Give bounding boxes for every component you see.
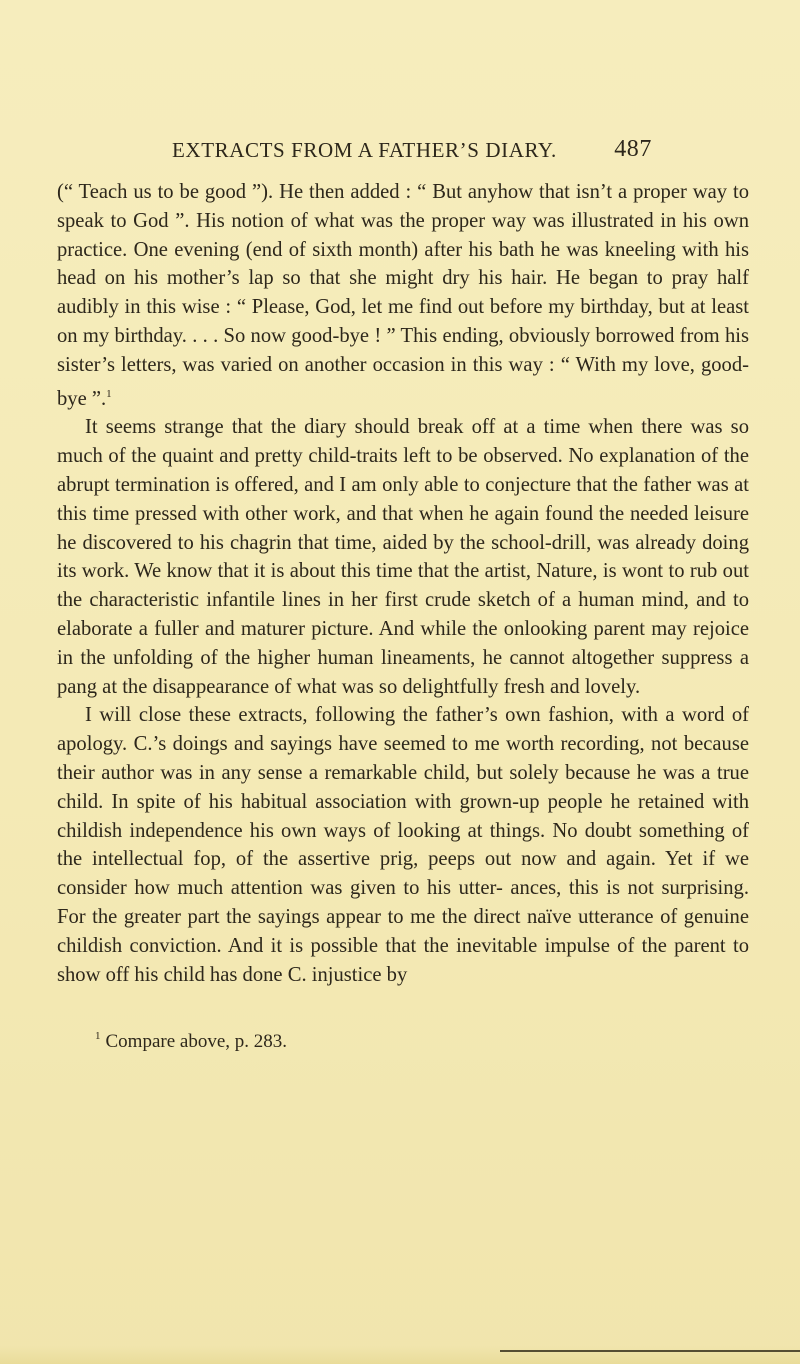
paragraph-2: It seems strange that the diary should break off at a time when there was so much of the quaint and pretty child-traits left to be observed. No explanation of the abrupt termination is offered, and I am only able to conjecture that the father was at this time pressed with other work, and that when he again found the needed leisure he discovered to his chagrin that time, aided by the school-drill, was already doing its work. We know that it is about this time that the artist, Nature, is wont to rub out the characteristic infantile lines in her first crude sketch of a human mind, and to elaborate a fuller and maturer picture. And while the onlooking parent may rejoice in the unfolding of the higher human lineaments, he cannot altogether suppress a pang at the disappearance of what was so delightfully fresh and lovely. <box>57 416 749 698</box>
page-number: 487 <box>614 136 652 162</box>
running-head <box>172 138 652 172</box>
footnote <box>95 1024 287 1054</box>
paragraph-1-text: (“ Teach us to be good ”). He then added : “ But anyhow that isn’t a proper way to speak to God ”. His notion of what was the proper way was illustrated in his own practice. One evening (end of sixth month) after his bath he was kneeling with his head on his mother’s lap so that she might dry his hair. He began to pray half audibly in this wise : “ Please, God, let me find out before my birthday, but at least on my birthday. . . . So now good-bye ! ” This ending, obviously borrowed from his sister’s letters, was varied on another occasion in this way : “ With my love, good-bye ”. <box>57 181 749 410</box>
page-bottom-edge <box>0 1346 800 1364</box>
paragraph-1 <box>57 178 749 413</box>
footnote-text: Compare above, p. 283. <box>105 1031 288 1052</box>
footnote-reference: 1 <box>106 387 112 400</box>
running-title: EXTRACTS FROM A FATHER’S DIARY. <box>172 138 557 162</box>
paragraph-3: I will close these extracts, following the father’s own fashion, with a word of apology. C.’s doings and sayings have seemed to me worth recording, not because their author was in any sense a remarkable child, but solely because he was a true child. In spite of his habitual association with grown-up people he retained with childish independence his own ways of looking at things. No doubt something of the intellectual fop, of the assertive prig, peeps out now and again. Yet if we consider how much attention was given to his utter- ances, this is not surprising. For the greater part the sayings appear to me the direct naïve utterance of genuine childish conviction. And it is possible that the inevitable impulse of the parent to show off his child has done C. injustice by <box>57 704 749 986</box>
page-edge-line <box>500 1350 800 1352</box>
footnote-marker: 1 <box>95 1030 101 1042</box>
body-text <box>57 178 749 989</box>
